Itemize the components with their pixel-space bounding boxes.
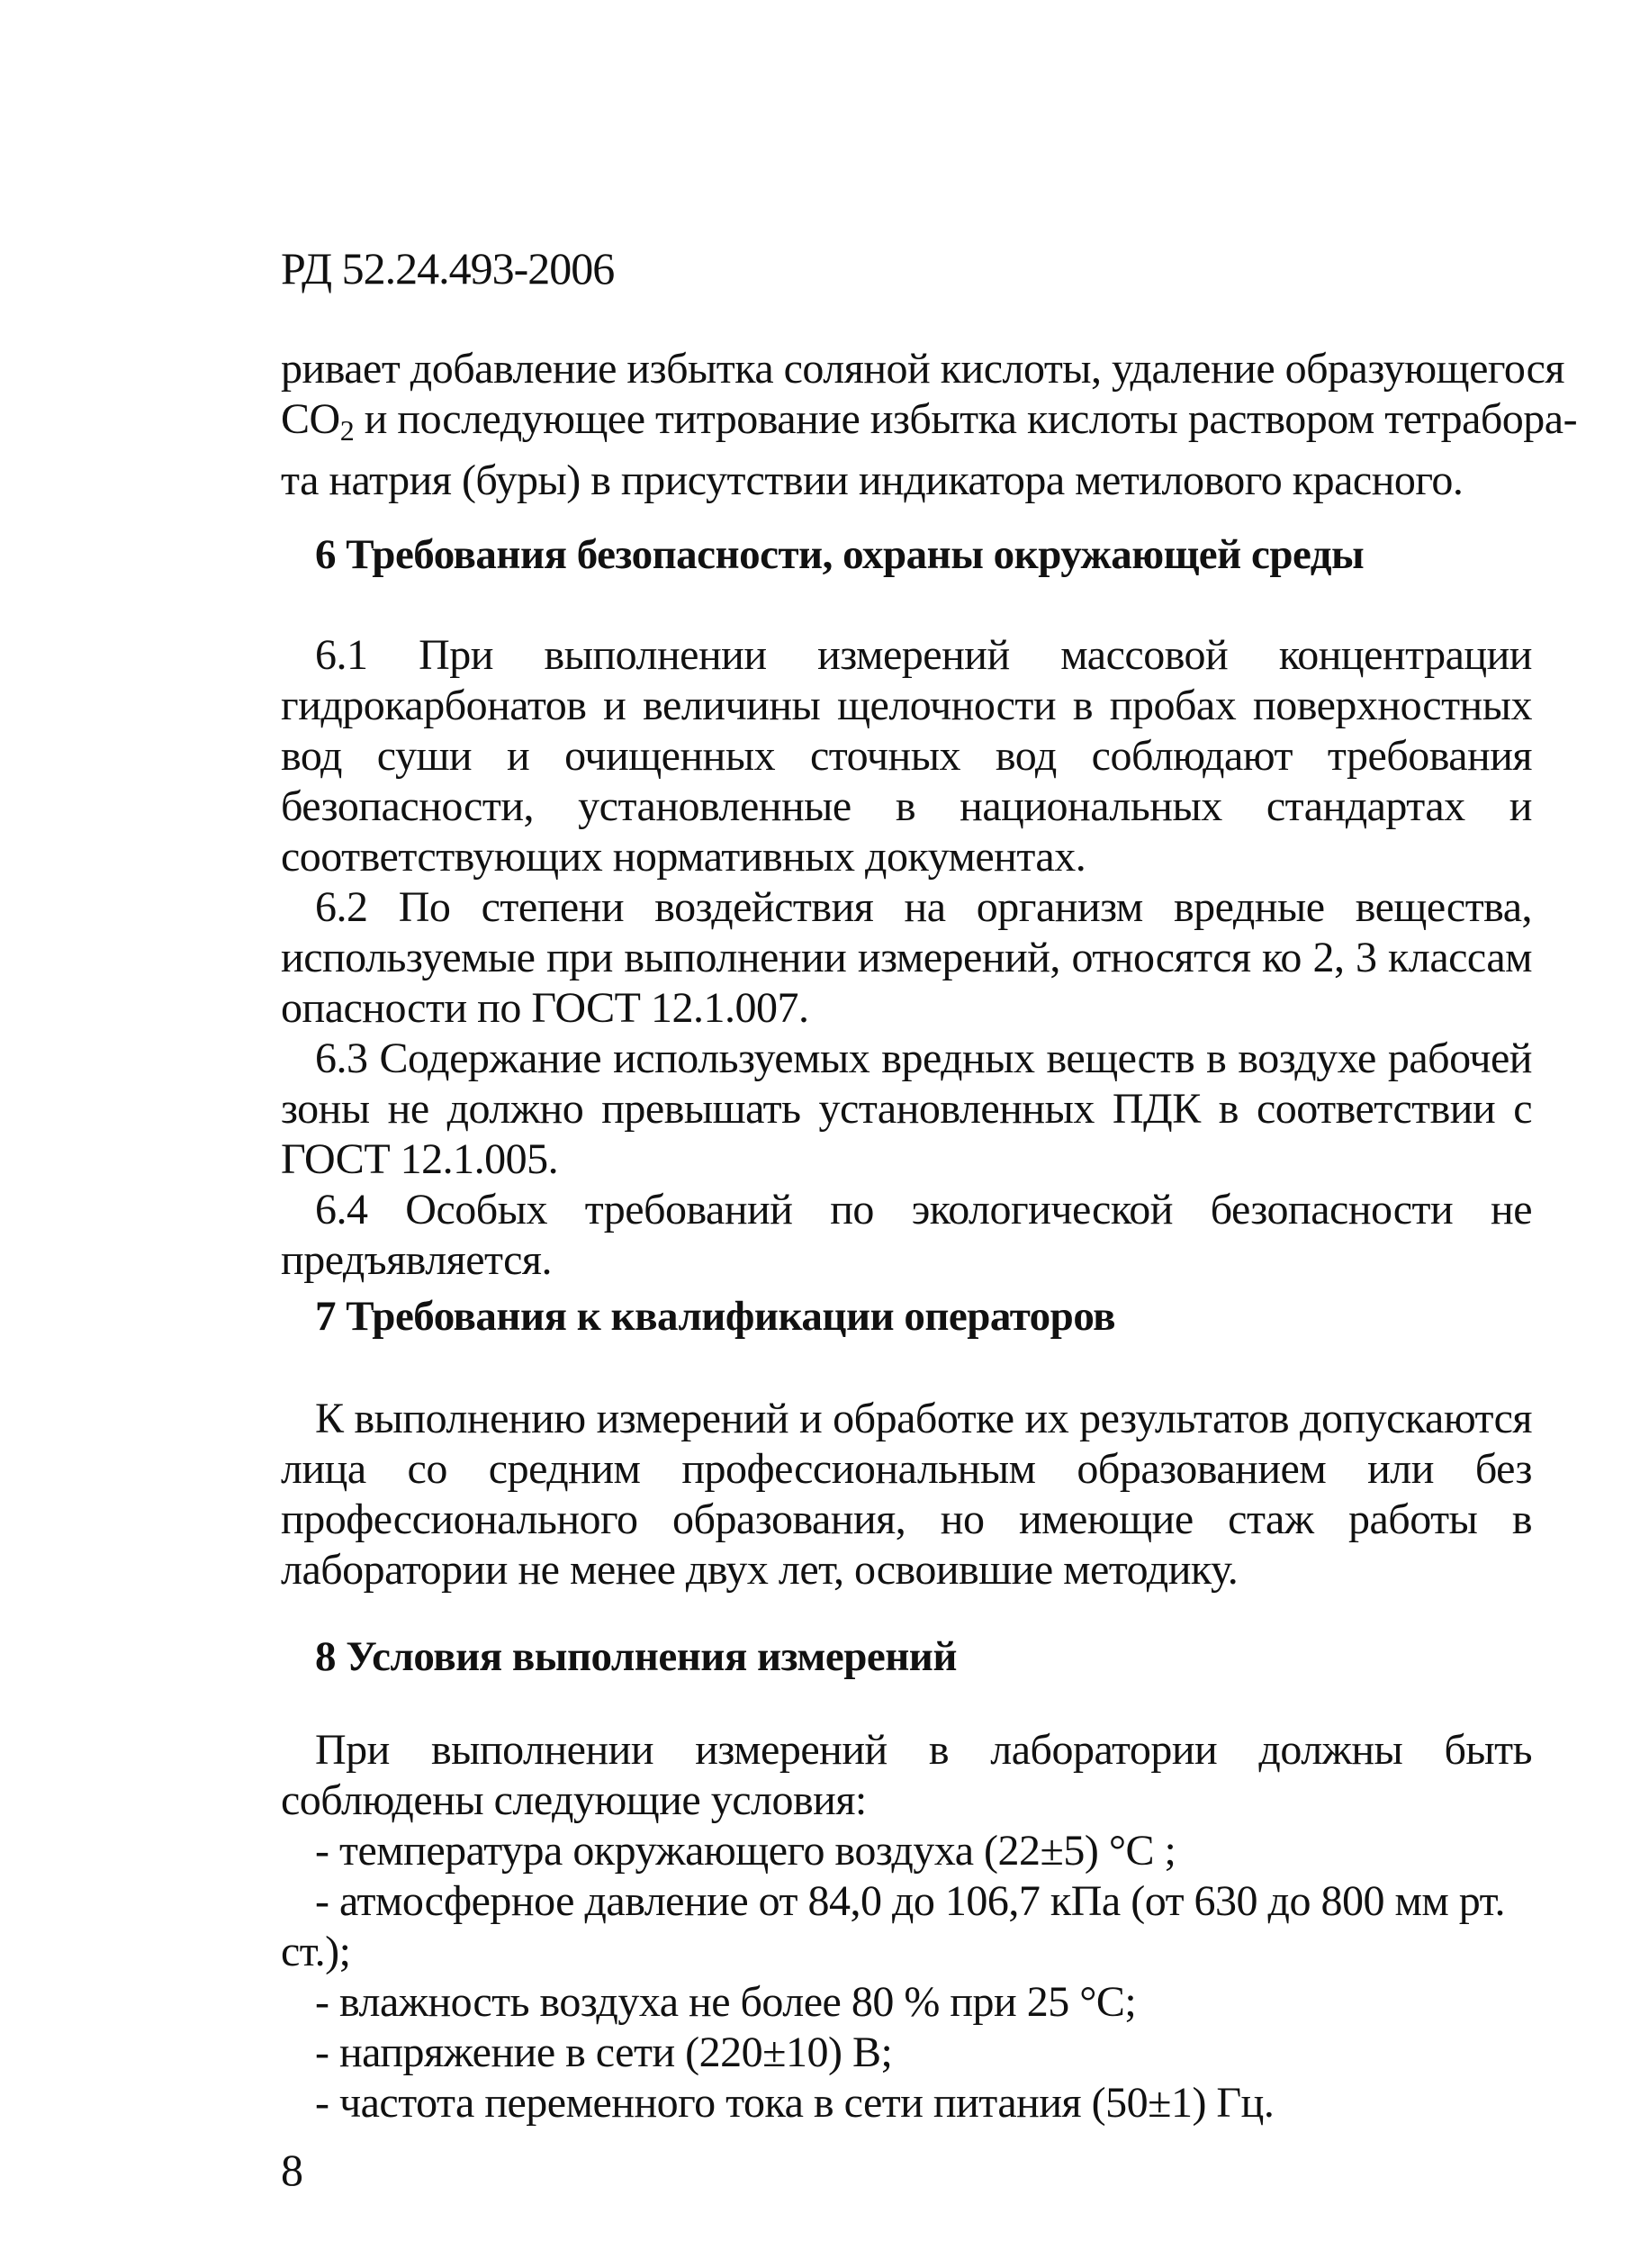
section-6-paragraph-1: 6.1 При выполнении измерений массовой концентрации гидрокарбонатов и величины щелочности в пробах поверхностных вод суши и очищенных сточных вод соблюдают требования безопасности, установленные в национальных стандартах и соответствующих нормативных документах. [281, 631, 1532, 881]
condition-item-pressure: - атмосферное давление от 84,0 до 106,7 кПа (от 630 до 800 мм рт. [315, 1877, 1505, 1925]
section-7-paragraph-1: К выполнению измерений и обработке их результатов допускаются лица со средним профессиональным образованием или без профессионального образования, но имеющие стаж работы в лаборатории не менее двух лет, освоившие методику. [281, 1395, 1532, 1594]
condition-item-humidity: - влажность воздуха не более 80 % при 25 °С; [315, 1978, 1137, 2026]
intro-line-2-text: и последующее титрование избытка кислоты раствором тетрабора- [354, 395, 1578, 443]
section-7-body [281, 1394, 1532, 1595]
intro-line-3: та натрия (буры) в присутствии индикатора метилового красного. [281, 456, 1464, 504]
section-6-body [281, 630, 1532, 1286]
co2-formula: CO [281, 395, 340, 443]
section-8-heading: 8 Условия выполнения измерений [315, 1633, 957, 1680]
section-6-paragraph-4: 6.4 Особых требований по экологической безопасности не предъявляется. [281, 1186, 1532, 1284]
condition-item-frequency: - частота переменного тока в сети питания (50±1) Гц. [315, 2079, 1275, 2127]
document-header: РД 52.24.493-2006 [281, 243, 615, 294]
section-6-paragraph-3: 6.3 Содержание используемых вредных веществ в воздухе рабочей зоны не должно превышать установленных ПДК в соответствии с ГОСТ 12.1.005. [281, 1035, 1532, 1183]
section-8-intro-paragraph: При выполнении измерений в лаборатории должны быть соблюдены следующие условия: [281, 1726, 1532, 1824]
section-7-heading: 7 Требования к квалификации операторов [315, 1293, 1116, 1340]
intro-line-2 [281, 394, 1578, 456]
condition-item-temperature: - температура окружающего воздуха (22±5) °С ; [315, 1827, 1176, 1875]
condition-item-pressure-cont: ст.); [281, 1928, 351, 1975]
condition-item-voltage: - напряжение в сети (220±10) В; [315, 2029, 893, 2076]
section-6-heading: 6 Требования безопасности, охраны окружающей среды [315, 531, 1365, 578]
intro-paragraph [281, 344, 1578, 506]
section-8-intro [281, 1725, 1532, 1826]
page-number: 8 [281, 2145, 303, 2195]
intro-line-1: ривает добавление избытка соляной кислоты, удаление образующегося [281, 345, 1564, 393]
section-6-paragraph-2: 6.2 По степени воздействия на организм вредные вещества, используемые при выполнении измерений, относятся ко 2, 3 классам опасности по ГОСТ 12.1.007. [281, 883, 1532, 1032]
co2-subscript: 2 [339, 414, 355, 447]
